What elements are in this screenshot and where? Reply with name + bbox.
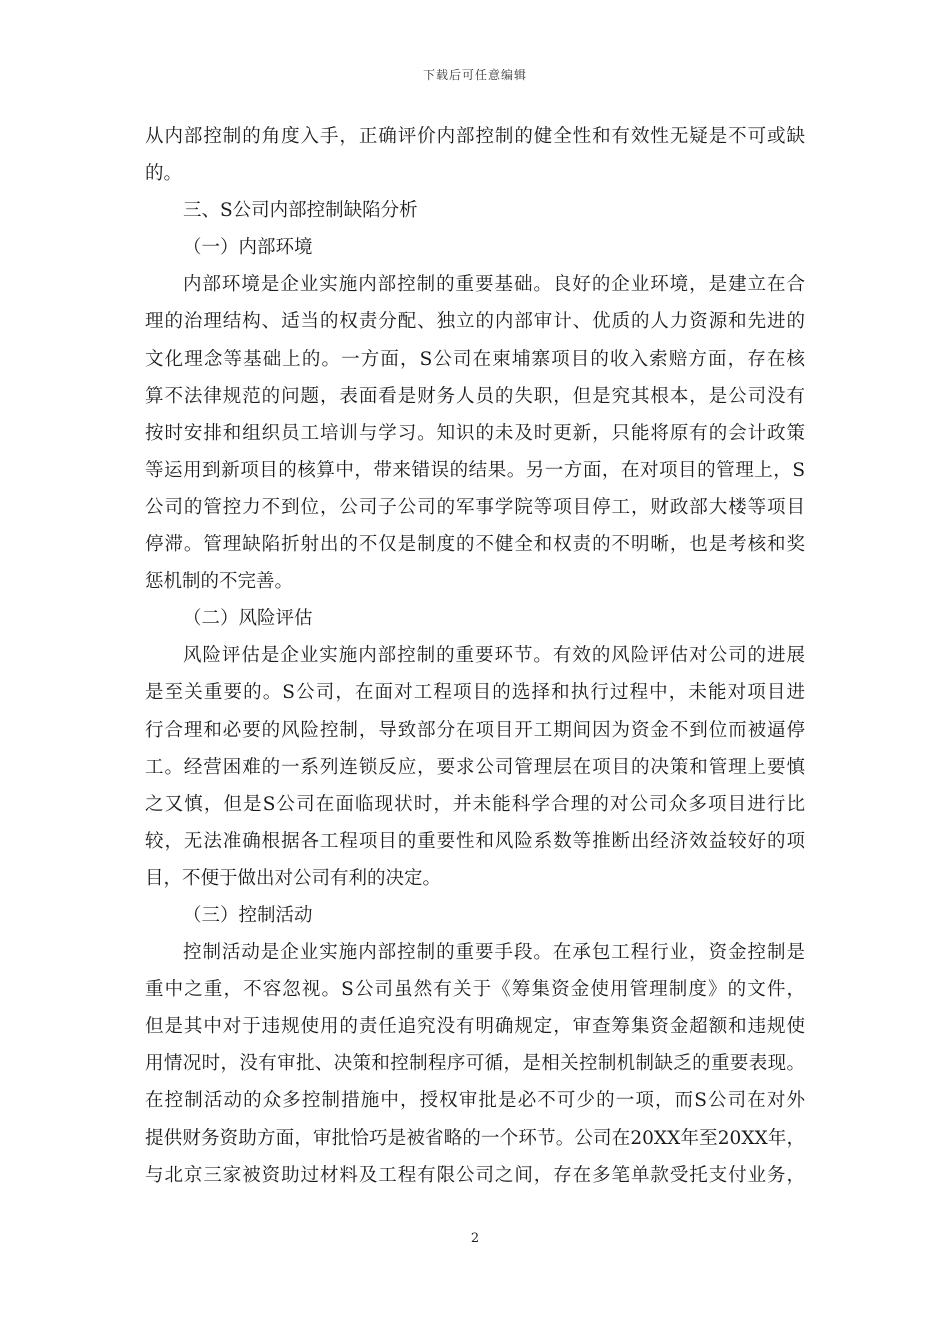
text-line: 与北京三家被资助过材料及工程有限公司之间，存在多笔单款受托支付业务， (145, 1164, 805, 1186)
text-line: 惩机制的不完善。 (145, 571, 294, 593)
text-line: 等运用到新项目的核算中，带来错误的结果。另一方面，在对项目的管理上，S (145, 459, 805, 481)
text-line: 但是其中对于违规使用的责任追究没有明确规定，审查筹集资金超额和违规使 (145, 1016, 805, 1038)
document-body (145, 118, 805, 1194)
text-line: 之又慎，但是S公司在面临现状时，并未能科学合理的对公司众多项目进行比 (145, 793, 805, 815)
text-line: 内部环境是企业实施内部控制的重要基础。良好的企业环境，是建立在合 (183, 274, 805, 296)
text-line: 目，不便于做出对公司有利的决定。 (145, 867, 442, 889)
text-line: 理的治理结构、适当的权责分配、独立的内部审计、优质的人力资源和先进的 (145, 311, 805, 333)
text-line: 提供财务资助方面，审批恰巧是被省略的一个环节。公司在20XX年至20XX年， (145, 1127, 805, 1149)
text-line: （三）控制活动 (183, 904, 313, 926)
text-line: 工。经营困难的一系列连锁反应，要求公司管理层在项目的决策和管理上要慎 (145, 756, 805, 778)
text-line: 风险评估是企业实施内部控制的重要环节。有效的风险评估对公司的进展 (183, 645, 805, 667)
text-line: （一）内部环境 (183, 237, 313, 259)
text-line: 较，无法准确根据各工程项目的重要性和风险系数等推断出经济效益较好的项 (145, 830, 805, 852)
text-line: 控制活动是企业实施内部控制的重要手段。在承包工程行业，资金控制是 (183, 942, 805, 964)
text-line: 算不法律规范的问题，表面看是财务人员的失职，但是究其根本，是公司没有 (145, 385, 805, 407)
text-line: 按时安排和组织员工培训与学习。知识的未及时更新，只能将原有的会计政策 (145, 422, 805, 444)
text-line: 三、S公司内部控制缺陷分析 (183, 200, 418, 222)
text-line: 行合理和必要的风险控制，导致部分在项目开工期间因为资金不到位而被逼停 (145, 719, 805, 741)
text-line: 文化理念等基础上的。一方面，S公司在柬埔寨项目的收入索赔方面，存在核 (145, 348, 805, 370)
text-line: 的。 (145, 163, 183, 185)
text-line: 从内部控制的角度入手，正确评价内部控制的健全性和有效性无疑是不可或缺 (145, 126, 805, 147)
text-line: 是至关重要的。S公司，在面对工程项目的选择和执行过程中，未能对项目进 (145, 682, 805, 704)
page-number: 2 (470, 1231, 480, 1246)
text-line: （二）风险评估 (183, 608, 313, 630)
text-line: 用情况时，没有审批、决策和控制程序可循，是相关控制机制缺乏的重要表现。 (145, 1053, 805, 1075)
text-line: 重中之重，不容忽视。S公司虽然有关于《筹集资金使用管理制度》的文件， (145, 979, 805, 1001)
page-header-note: 下载后可任意编辑 (422, 68, 527, 82)
text-line: 在控制活动的众多控制措施中，授权审批是必不可少的一项，而S公司在对外 (145, 1090, 805, 1112)
text-line: 停滞。管理缺陷折射出的不仅是制度的不健全和权责的不明晰，也是考核和奖 (145, 534, 805, 556)
text-line: 公司的管控力不到位，公司子公司的军事学院等项目停工，财政部大楼等项目 (145, 496, 805, 518)
